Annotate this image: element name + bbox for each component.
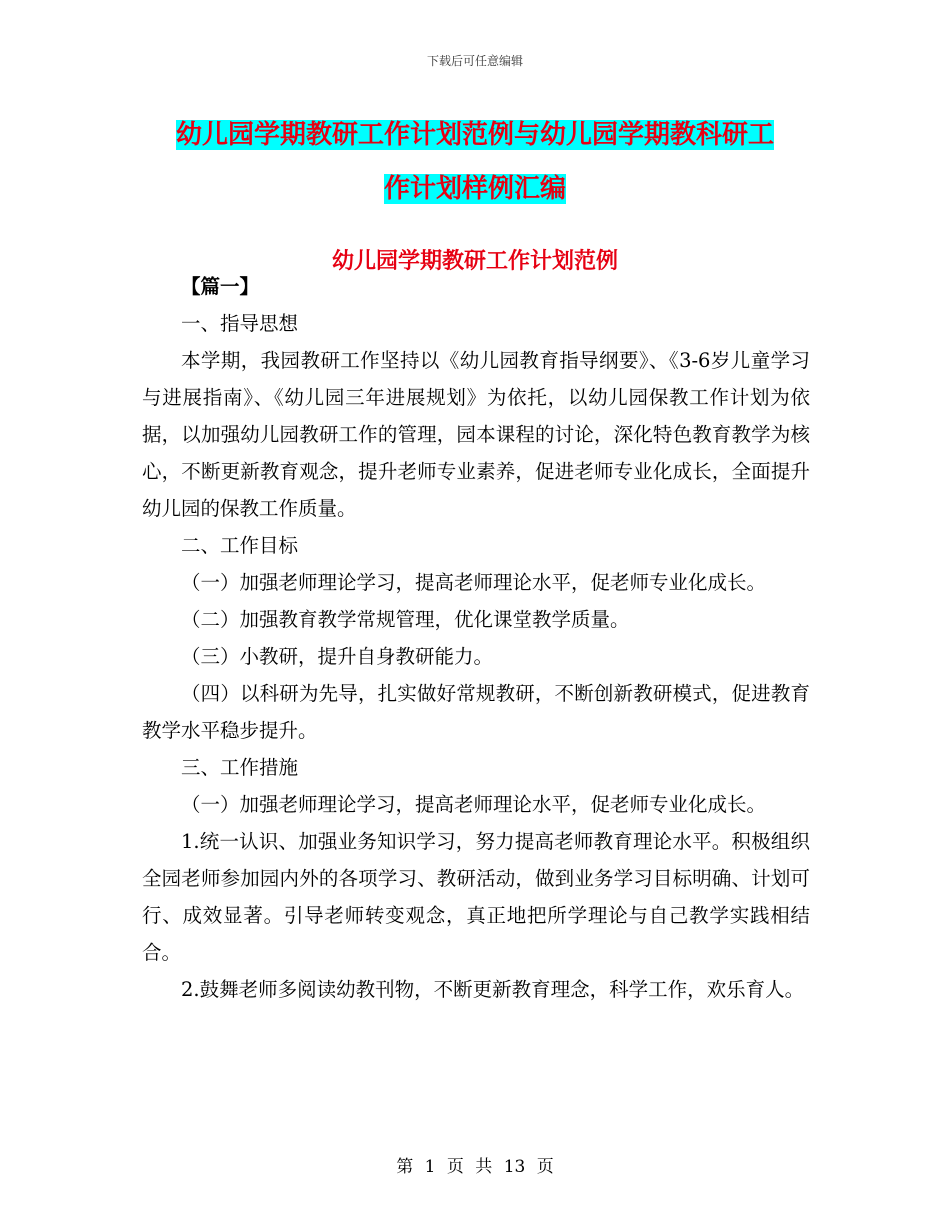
heading-work-goals: 二、工作目标 bbox=[181, 534, 299, 557]
goal-item-4: （四）以科研为先导，扎实做好常规教研，不断创新教研模式，促进教育教学水平稳步提升。 bbox=[142, 682, 810, 742]
heading-work-measures: 三、工作措施 bbox=[181, 756, 299, 779]
heading-guiding-thought: 一、指导思想 bbox=[181, 312, 299, 335]
document-body bbox=[142, 268, 810, 1008]
goal-item-1: （一）加强老师理论学习，提高老师理论水平，促老师专业化成长。 bbox=[181, 571, 767, 594]
title-line-2: 作计划样例汇编 bbox=[383, 174, 566, 204]
goal-item-3: （三）小教研，提升自身教研能力。 bbox=[181, 645, 494, 668]
page-footer: 第 1 页 共 13 页 bbox=[396, 1157, 554, 1177]
header-note: 下载后可任意编辑 bbox=[426, 54, 523, 68]
measure-point-1: 1.统一认识、加强业务知识学习，努力提高老师教育理论水平。积极组织全园老师参加园内外的各项学习、教研活动，做到业务学习目标明确、计划可行、成效显著。引导老师转变观念，真正地把所学理论与自己教学实践相结合。 bbox=[142, 830, 810, 964]
measure-point-2: 2.鼓舞老师多阅读幼教刊物，不断更新教育理念，科学工作，欢乐育人。 bbox=[181, 978, 805, 1001]
part-label: 【篇一】 bbox=[181, 275, 260, 298]
title-line-1: 幼儿园学期教研工作计划范例与幼儿园学期教科研工 bbox=[175, 120, 774, 150]
section-title: 幼儿园学期教研工作计划范例 bbox=[331, 248, 618, 274]
measure-item-1: （一）加强老师理论学习，提高老师理论水平，促老师专业化成长。 bbox=[181, 793, 767, 816]
document-title bbox=[140, 108, 810, 216]
goal-item-2: （二）加强教育教学常规管理，优化课堂教学质量。 bbox=[181, 608, 630, 631]
paragraph-guiding-thought: 本学期，我园教研工作坚持以《幼儿园教育指导纲要》、《3-6岁儿童学习与进展指南》、《幼儿园三年进展规划》为依托，以幼儿园保教工作计划为依据，以加强幼儿园教研工作的管理，园本课程的讨论，深化特色教育教学为核心，不断更新教育观念，提升老师专业素养，促进老师专业化成长，全面提升幼儿园的保教工作质量。 bbox=[142, 349, 810, 520]
